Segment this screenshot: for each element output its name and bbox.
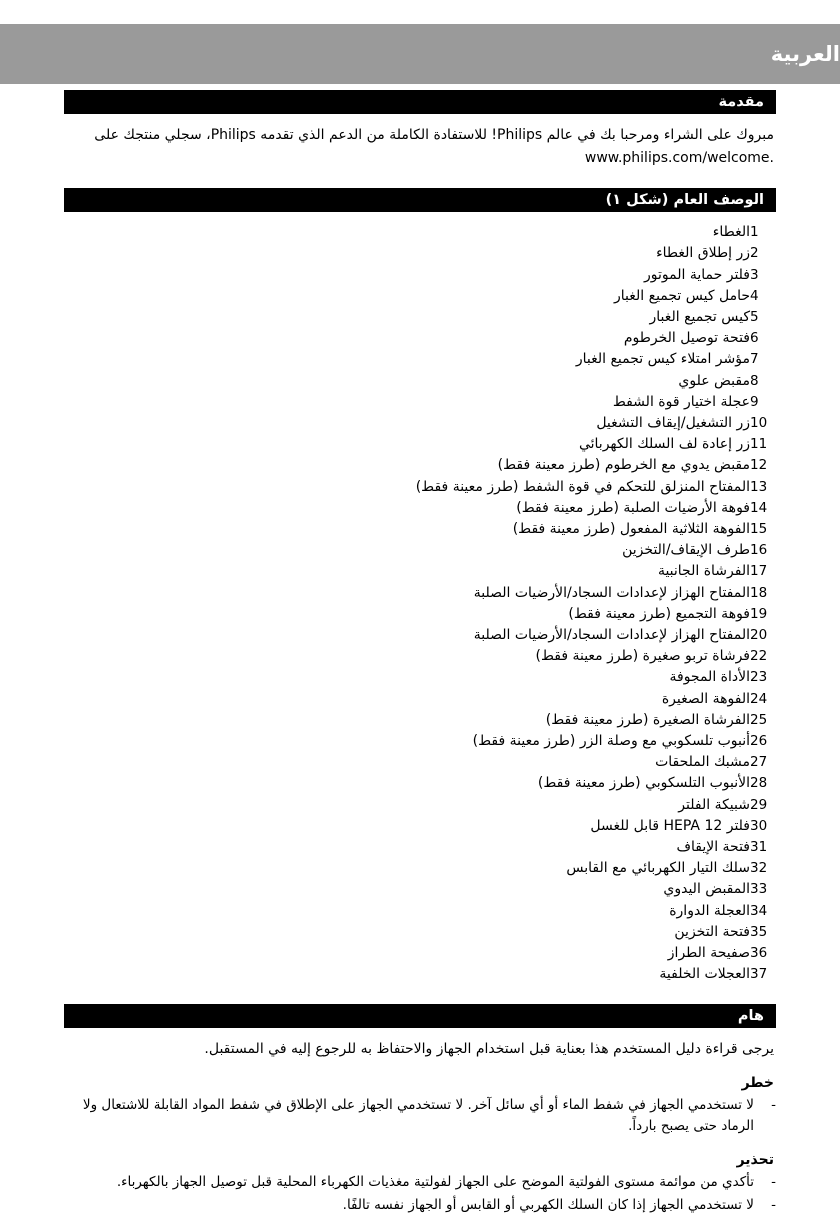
part-number: 3	[750, 266, 759, 283]
bullet-text: لا تستخدمي الجهاز إذا كان السلك الكهربي أو القابس أو الجهاز نفسه تالفًا.	[342, 1197, 754, 1214]
part-label: صفيحة الطراز	[667, 945, 750, 962]
language-banner	[0, 24, 840, 84]
part-label: الأداة المجوفة	[669, 669, 750, 686]
part-label: سلك التيار الكهربائي مع القابس	[566, 860, 750, 877]
part-number: 16	[750, 542, 768, 559]
list-item	[64, 943, 776, 964]
bullet-marker: -	[771, 1096, 776, 1113]
part-label: حامل كيس تجميع الغبار	[614, 287, 750, 304]
part-number: 7	[750, 351, 759, 368]
part-label: طرف الإيقاف/التخزين	[622, 542, 750, 559]
part-number: 30	[750, 817, 768, 834]
part-number: 34	[750, 902, 768, 919]
list-item	[64, 540, 776, 561]
part-label: فوهة التجميع (طرز معينة فقط)	[568, 605, 750, 622]
list-item	[64, 243, 776, 264]
part-number: 23	[750, 669, 768, 686]
warning-subheading: تحذير	[736, 1151, 774, 1168]
part-number: 18	[750, 584, 768, 601]
warning-bullet-list	[64, 1172, 776, 1217]
list-item	[64, 455, 776, 476]
part-label: المقبض اليدوي	[663, 881, 750, 898]
intro-url: www.philips.com/welcome.	[584, 150, 774, 167]
part-number: 6	[750, 330, 759, 347]
part-label: مؤشر امتلاء كيس تجميع الغبار	[575, 351, 750, 368]
list-item	[64, 710, 776, 731]
part-number: 24	[750, 690, 768, 707]
list-item	[64, 328, 776, 349]
list-item	[64, 625, 776, 646]
list-item	[64, 222, 776, 243]
part-number: 20	[750, 627, 768, 644]
part-label: الأنبوب التلسكوبي (طرز معينة فقط)	[537, 775, 750, 792]
language-title: العربية	[770, 42, 840, 66]
list-item	[64, 604, 776, 625]
part-label: المفتاح الهزاز لإعدادات السجاد/الأرضيات الصلبة	[473, 584, 750, 601]
part-label: المفتاح الهزاز لإعدادات السجاد/الأرضيات الصلبة	[473, 627, 750, 644]
list-item	[64, 1095, 776, 1138]
document-content	[64, 84, 776, 1219]
part-number: 27	[750, 754, 768, 771]
part-label: الفرشاة الجانبية	[657, 563, 750, 580]
list-item	[64, 498, 776, 519]
part-label: الفوهة الثلاثية المفعول (طرز معينة فقط)	[512, 521, 750, 538]
list-item	[64, 816, 776, 837]
list-item	[64, 413, 776, 434]
part-label: فوهة الأرضيات الصلبة (طرز معينة فقط)	[516, 499, 750, 516]
part-label: زر إعادة لف السلك الكهربائي	[578, 436, 750, 453]
section-header-important: هام	[64, 1004, 776, 1028]
part-label: الفوهة الصغيرة	[661, 690, 750, 707]
list-item	[64, 349, 776, 370]
part-label: الفرشاة الصغيرة (طرز معينة فقط)	[545, 711, 750, 728]
list-item	[64, 392, 776, 413]
part-number: 32	[750, 860, 768, 877]
list-item	[64, 922, 776, 943]
danger-bullet-list	[64, 1095, 776, 1138]
part-number: 15	[750, 521, 768, 538]
part-label: شبيكة الفلتر	[678, 796, 750, 813]
part-number: 14	[750, 499, 768, 516]
bullet-marker: -	[771, 1173, 776, 1190]
part-label: الغطاء	[712, 224, 750, 241]
list-item	[64, 1172, 776, 1194]
part-label: العجلة الدوارة	[669, 902, 750, 919]
bullet-text: تأكدي من موائمة مستوى الفولتية الموضح على الجهاز لفولتية مغذيات الكهرباء المحلية قبل توصيل الجهاز بالكهرباء.	[116, 1173, 754, 1190]
part-number: 31	[750, 839, 768, 856]
part-label: فتحة توصيل الخرطوم	[623, 330, 750, 347]
list-item	[64, 879, 776, 900]
list-item	[64, 477, 776, 498]
part-label: فتحة الإيقاف	[676, 839, 750, 856]
list-item	[64, 773, 776, 794]
intro-paragraph	[66, 124, 774, 170]
part-number: 9	[750, 393, 759, 410]
part-label: كيس تجميع الغبار	[649, 309, 750, 325]
part-label: المفتاح المنزلق للتحكم في قوة الشفط (طرز معينة فقط)	[415, 478, 750, 495]
part-number: 12	[750, 457, 768, 474]
part-number: 13	[750, 478, 768, 495]
part-number: 28	[750, 775, 768, 792]
list-item	[64, 667, 776, 688]
section-header-intro: مقدمة	[64, 90, 776, 114]
list-item	[64, 265, 776, 286]
list-item	[64, 286, 776, 307]
part-label: مشبك الملحقات	[655, 754, 750, 771]
list-item	[64, 752, 776, 773]
list-item	[64, 731, 776, 752]
part-number: 35	[750, 923, 768, 940]
part-number: 37	[750, 966, 768, 983]
part-label: مقبض يدوي مع الخرطوم (طرز معينة فقط)	[497, 457, 750, 474]
part-number: 1	[750, 224, 759, 241]
part-number: 33	[750, 881, 768, 898]
part-number: 2	[750, 245, 759, 262]
part-label: أنبوب تلسكوبي مع وصلة الزر (طرز معينة فقط)	[472, 733, 750, 750]
list-item	[64, 583, 776, 604]
part-number: 36	[750, 945, 768, 962]
important-paragraph: يرجى قراءة دليل المستخدم هذا بعناية قبل استخدام الجهاز والاحتفاظ به للرجوع إليه في المستقبل.	[204, 1040, 774, 1057]
part-number: 8	[750, 372, 759, 389]
list-item	[64, 1195, 776, 1217]
part-label: زر إطلاق الغطاء	[656, 245, 750, 262]
part-label: مقبض علوي	[678, 372, 750, 389]
list-item	[64, 561, 776, 582]
list-item	[64, 371, 776, 392]
part-label: العجلات الخلفية	[659, 966, 750, 983]
danger-subheading: خطر	[741, 1074, 774, 1091]
part-number: 5	[750, 309, 759, 325]
part-number: 29	[750, 796, 768, 813]
part-number: 26	[750, 733, 768, 750]
list-item	[64, 519, 776, 540]
part-label: زر التشغيل/إيقاف التشغيل	[596, 415, 750, 432]
part-number: 17	[750, 563, 768, 580]
bullet-marker: -	[771, 1197, 776, 1214]
list-item	[64, 858, 776, 879]
list-item	[64, 307, 776, 328]
list-item	[64, 689, 776, 710]
list-item	[64, 837, 776, 858]
bullet-text: لا تستخدمي الجهاز في شفط الماء أو أي سائل آخر. لا تستخدمي الجهاز على الإطلاق في شفط المواد القابلة للاشتعال ولا الرماد حتى يصبح بارداً.	[82, 1096, 754, 1135]
part-label: عجلة اختيار قوة الشفط	[612, 393, 750, 410]
list-item	[64, 964, 776, 985]
list-item	[64, 434, 776, 455]
part-number: 22	[750, 648, 768, 665]
part-number: 25	[750, 711, 768, 728]
part-number: 10	[750, 415, 768, 432]
list-item	[64, 795, 776, 816]
part-label: فرشاة تربو صغيرة (طرز معينة فقط)	[535, 648, 750, 665]
intro-text: مبروك على الشراء ومرحبا بك في عالم Philips! للاستفادة الكاملة من الدعم الذي تقدمه Philips، سجلي منتجك على	[94, 127, 774, 143]
parts-list	[64, 222, 776, 985]
part-number: 19	[750, 605, 768, 622]
part-number: 4	[750, 287, 759, 304]
part-label: فلتر حماية الموتور	[644, 266, 750, 283]
part-label: فلتر HEPA 12 قابل للغسل	[590, 817, 750, 834]
part-number: 11	[750, 436, 768, 453]
list-item	[64, 901, 776, 922]
part-label: فتحة التخزين	[674, 923, 750, 940]
section-header-overview: الوصف العام (شكل ١)	[64, 188, 776, 212]
list-item	[64, 646, 776, 667]
